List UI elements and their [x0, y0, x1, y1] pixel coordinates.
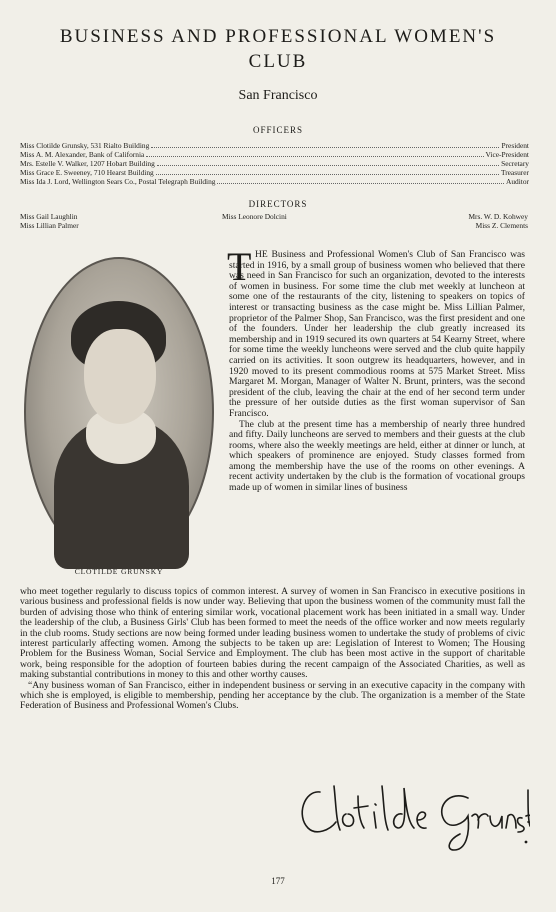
officer-role: Secretary	[501, 159, 529, 168]
article-paragraph: “Any business woman of San Francisco, either in independent business or serving in an executive capacity in the company with which she is employed, is eligible to membership, pending her acceptance by the club. The organization is a member of the State Federation of Business and Professional Women's Clubs.	[20, 679, 525, 712]
officer-role: Vice-President	[485, 150, 529, 159]
handwritten-signature-icon	[302, 786, 530, 850]
signature-period	[525, 841, 528, 844]
article-right-column	[227, 244, 525, 494]
director-name: Mrs. W. D. Kohwey	[468, 212, 528, 221]
officer-name: Miss Grace E. Sweeney, 710 Hearst Building	[20, 168, 154, 177]
officer-name: Mrs. Estelle V. Walker, 1207 Hobart Building	[20, 159, 155, 168]
drop-cap-letter: T	[227, 244, 252, 289]
leader-dots	[151, 141, 499, 148]
officers-heading: OFFICERS	[252, 125, 304, 135]
article-full-width	[20, 587, 525, 712]
leader-dots	[157, 159, 499, 166]
portrait-photo	[24, 257, 214, 567]
directors-heading: DIRECTORS	[248, 199, 308, 209]
officer-role: Treasurer	[500, 168, 529, 177]
leader-dots	[146, 150, 483, 157]
director-name: Miss Lillian Palmer	[20, 221, 79, 230]
officer-row	[20, 159, 529, 168]
article-paragraph: HE Business and Professional Women's Club of San Francisco was started in 1916, by a small group of business women who believed that there was need in San Francisco for such an organization, devoted to the interests of women in business. For some time the club met weekly at luncheon at some one of the restaurants of the city, listening to speakers on topics of interest or transacting business as the case might be. Miss Lillian Palmer, proprietor of the Palmer Shop, San Francisco, was the first president and one of the founders. Under her leadership the club greatly increased its membership and in 1919 secured its own quarters at 54 Kearny Street, where for some time the weekly luncheons were served and the club quite happily carried on its activities. It soon outgrew its headquarters, however, and in 1920 moved to its present commodious rooms at 575 Market Street. Miss Margaret M. Morgan, Manager of Walter N. Brunt, printers, was the second president of the club, leaving the chair at the end of her second term under the pressure of her outside duties as the first woman supervisor of San Francisco.	[229, 249, 525, 419]
director-name: Miss Z. Clements	[475, 221, 528, 230]
officer-row	[20, 168, 529, 177]
article-paragraph: The club at the present time has a membership of nearly three hundred and fifty. Daily luncheons are served to members and their guests at the club rooms, where also the weekly meetings are held, either at dinner or lunch, at which speakers of prominence are enjoyed. Study classes formed from among the membership have the use of the rooms on other evenings. A recent activity undertaken by the club is the formation of vocational groups made up of women in similar lines of business	[229, 418, 525, 494]
officer-row	[20, 177, 529, 186]
page-number: 177	[271, 876, 285, 886]
officer-row	[20, 141, 529, 150]
officer-role: Auditor	[506, 177, 529, 186]
officer-name: Miss A. M. Alexander, Bank of California	[20, 150, 145, 159]
city-subtitle: San Francisco	[238, 88, 318, 103]
signature-image	[290, 776, 530, 856]
officer-name: Miss Clotilde Grunsky, 531 Rialto Building	[20, 141, 150, 150]
officer-name: Miss Ida J. Lord, Wellington Sears Co., Postal Telegraph Building	[20, 177, 216, 186]
officer-row	[20, 150, 529, 159]
article-paragraph: who meet together regularly to discuss topics of common interest. A survey of women in San Francisco in executive positions in various business and professional fields is now under way. Believing that upon the business women of the community must fall the burden of advising those who think of entering similar work, vocational placement work has been initiated in a small way. Under the leadership of the club, a Business Girls' Club has been formed to meet the needs of the office worker and now meets regularly in the club rooms. Study sections are now being formed under leading business women to undertake the study of problems of civic interest particularly affecting women. Among the subjects to be taken up are: Legislation of Interest to Women; The Housing Problem for the Business Woman, Social Service and Employment. The club has been most active in the support of charitable work, being responsible for the adoption of fourteen babies during the recent campaign of the Associated Charities, as well as making substantial contributions in money to this and other worthy causes.	[20, 586, 525, 681]
leader-dots	[156, 168, 499, 175]
director-name: Miss Gail Laughlin	[20, 212, 78, 221]
photo-caption: CLOTILDE GRUNSKY	[74, 567, 164, 576]
portrait-face	[84, 329, 156, 424]
officer-role: President	[501, 141, 529, 150]
director-name: Miss Leonore Dolcini	[222, 212, 287, 221]
page-title-line1: BUSINESS AND PROFESSIONAL WOMEN'S	[59, 26, 497, 47]
page-title-line2: CLUB	[248, 51, 308, 72]
leader-dots	[217, 177, 504, 184]
